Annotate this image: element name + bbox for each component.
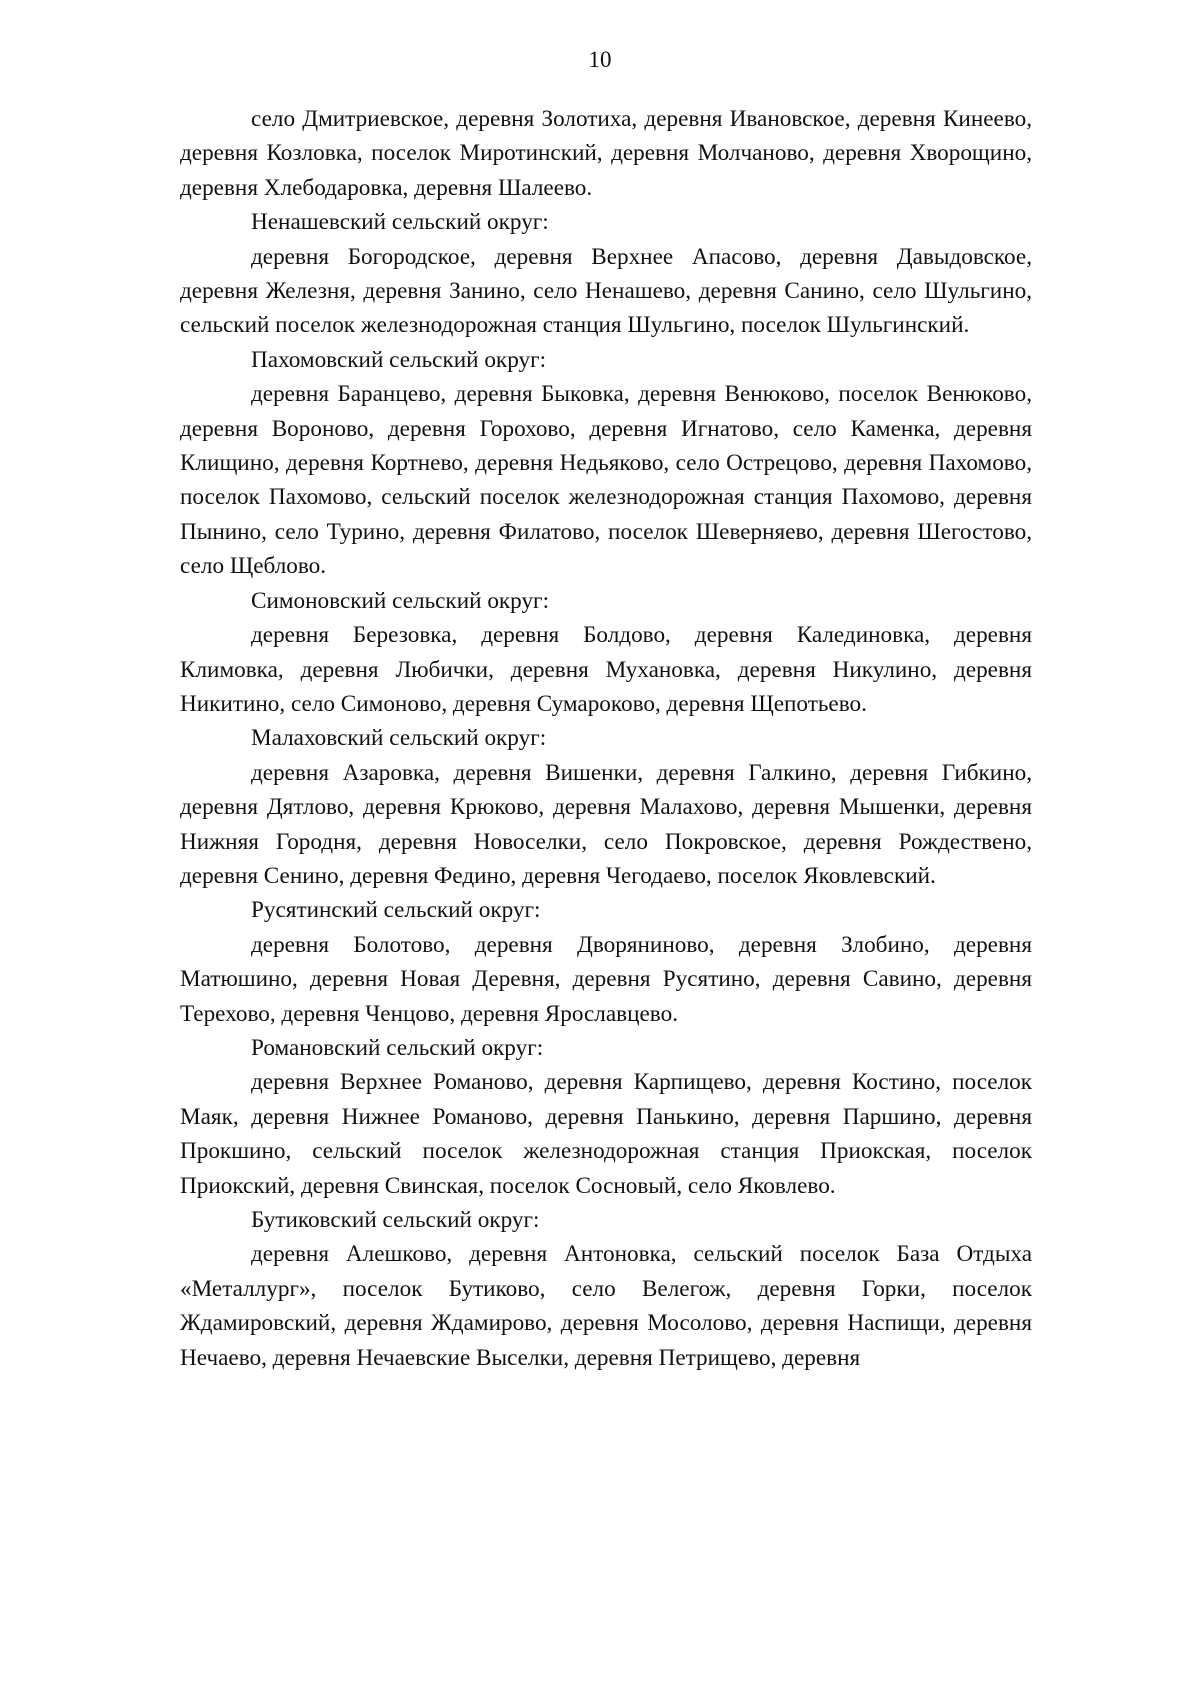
paragraph-intro-villages: село Дмитриевское, деревня Золотиха, деревня Ивановское, деревня Кинеево, деревня Козловка, поселок Миротинский, деревня Молчаново, деревня Хворощино, деревня Хлебодаровка, деревня Шалеево. [180,106,1032,201]
heading-simonovsky-district: Симоновский сельский округ: [251,587,550,614]
paragraph-malakhovsky-villages: деревня Азаровка, деревня Вишенки, деревня Галкино, деревня Гибкино, деревня Дятлово, деревня Крюково, деревня Малахово, деревня Мышенки, деревня Нижняя Городня, деревня Новоселки, село Покровское, деревня Рождествено, деревня Сенино, деревня Федино, деревня Чегодаево, поселок Яковлевский. [180,759,1032,889]
paragraph-butikovsky-villages: деревня Алешково, деревня Антоновка, сельский поселок База Отдыха «Металлург», поселок Бутиково, село Велегож, деревня Горки, поселок Ждамировский, деревня Ждамирово, деревня Мосолово, деревня Наспищи, деревня Нечаево, деревня Нечаевские Выселки, деревня Петрищево, деревня [180,1241,1032,1371]
paragraph-pakhomovsky-villages: деревня Баранцево, деревня Быковка, деревня Венюково, поселок Венюково, деревня Вороново, деревня Горохово, деревня Игнатово, село Каменка, деревня Клищино, деревня Кортнево, деревня Недьяково, село Острецово, деревня Пахомово, поселок Пахомово, сельский поселок железнодорожная станция Пахомово, деревня Пынино, село Турино, деревня Филатово, поселок Шеверняево, деревня Шегостово, село Щеблово. [180,381,1032,580]
heading-pakhomovsky-district: Пахомовский сельский округ: [251,346,547,373]
document-body [180,102,1032,1375]
heading-butikovsky-district: Бутиковский сельский округ: [251,1207,540,1233]
heading-malakhovsky-district: Малаховский сельский округ: [251,725,547,752]
paragraph-simonovsky-villages: деревня Березовка, деревня Болдово, деревня Калединовка, деревня Климовка, деревня Любички, деревня Мухановка, деревня Никулино, деревня Никитино, село Симоново, деревня Сумароково, деревня Щепотьево. [180,622,1032,717]
paragraph-nenashevsky-villages: деревня Богородское, деревня Верхнее Апасово, деревня Давыдовское, деревня Железня, деревня Занино, село Ненашево, деревня Санино, село Шульгино, сельский поселок железнодорожная станция Шульгино, поселок Шульгинский. [180,243,1032,339]
paragraph-rusyatinsky-villages: деревня Болотово, деревня Дворяниново, деревня Злобино, деревня Матюшино, деревня Новая Деревня, деревня Русятино, деревня Савино, деревня Терехово, деревня Ченцово, деревня Ярославцево. [180,931,1032,1027]
paragraph-romanovsky-villages: деревня Верхнее Романово, деревня Карпищево, деревня Костино, поселок Маяк, деревня Нижнее Романово, деревня Панькино, деревня Паршино, деревня Прокшино, сельский поселок железнодорожная станция Приокская, поселок Приокский, деревня Свинская, поселок Сосновый, село Яковлево. [180,1069,1032,1199]
page-number: 10 [588,47,612,72]
heading-rusyatinsky-district: Русятинский сельский округ: [251,897,541,924]
heading-nenashevsky-district: Ненашевский сельский округ: [251,209,549,236]
heading-romanovsky-district: Романовский сельский округ: [251,1034,544,1061]
